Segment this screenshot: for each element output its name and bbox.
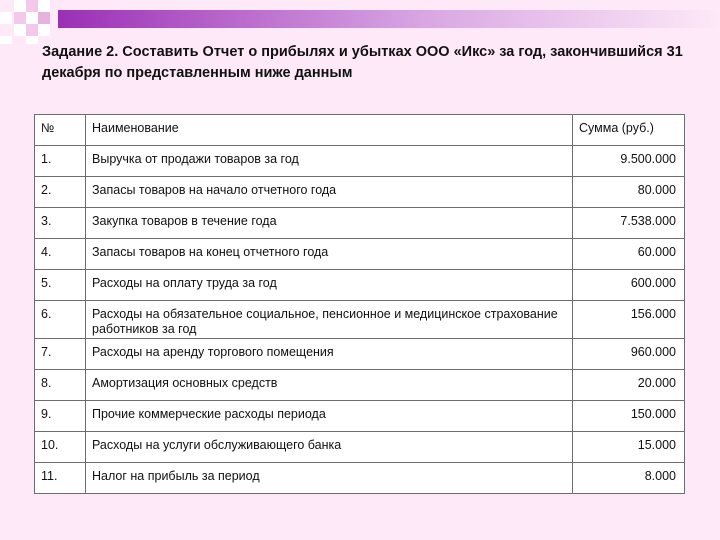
table-row bbox=[35, 208, 685, 239]
row-name: Амортизация основных средств bbox=[86, 370, 573, 401]
row-number: 6. bbox=[35, 301, 86, 339]
row-amount: 600.000 bbox=[573, 270, 685, 301]
row-name: Выручка от продажи товаров за год bbox=[86, 146, 573, 177]
row-amount: 15.000 bbox=[573, 432, 685, 463]
row-name: Расходы на услуги обслуживающего банка bbox=[86, 432, 573, 463]
row-name: Налог на прибыль за период bbox=[86, 463, 573, 494]
row-amount: 7.538.000 bbox=[573, 208, 685, 239]
table-header-row bbox=[35, 115, 685, 146]
row-amount: 156.000 bbox=[573, 301, 685, 339]
row-amount: 8.000 bbox=[573, 463, 685, 494]
data-table bbox=[34, 114, 685, 494]
row-number: 10. bbox=[35, 432, 86, 463]
table-row bbox=[35, 177, 685, 208]
row-name: Прочие коммерческие расходы периода bbox=[86, 401, 573, 432]
row-number: 5. bbox=[35, 270, 86, 301]
row-number: 4. bbox=[35, 239, 86, 270]
row-name: Закупка товаров в течение года bbox=[86, 208, 573, 239]
table-row bbox=[35, 239, 685, 270]
table-row bbox=[35, 401, 685, 432]
row-amount: 20.000 bbox=[573, 370, 685, 401]
row-number: 3. bbox=[35, 208, 86, 239]
table-row bbox=[35, 370, 685, 401]
table-row bbox=[35, 146, 685, 177]
row-amount: 9.500.000 bbox=[573, 146, 685, 177]
row-name: Расходы на обязательное социальное, пенсионное и медицинское страхование работников за год bbox=[86, 301, 573, 339]
row-number: 8. bbox=[35, 370, 86, 401]
row-amount: 150.000 bbox=[573, 401, 685, 432]
row-amount: 80.000 bbox=[573, 177, 685, 208]
row-name: Запасы товаров на конец отчетного года bbox=[86, 239, 573, 270]
header-number: № bbox=[35, 115, 86, 146]
header-amount: Сумма (руб.) bbox=[573, 115, 685, 146]
row-name: Запасы товаров на начало отчетного года bbox=[86, 177, 573, 208]
row-amount: 960.000 bbox=[573, 339, 685, 370]
row-amount: 60.000 bbox=[573, 239, 685, 270]
row-number: 1. bbox=[35, 146, 86, 177]
table-row bbox=[35, 339, 685, 370]
row-name: Расходы на оплату труда за год bbox=[86, 270, 573, 301]
table-row bbox=[35, 432, 685, 463]
row-name: Расходы на аренду торгового помещения bbox=[86, 339, 573, 370]
decorative-header-bar bbox=[0, 0, 720, 44]
row-number: 9. bbox=[35, 401, 86, 432]
table-row bbox=[35, 270, 685, 301]
table-row bbox=[35, 301, 685, 339]
row-number: 2. bbox=[35, 177, 86, 208]
row-number: 11. bbox=[35, 463, 86, 494]
task-title: Задание 2. Составить Отчет о прибылях и убытках ООО «Икс» за год, закончившийся 31 декабря по представленным ниже данным bbox=[42, 44, 683, 81]
header-name: Наименование bbox=[86, 115, 573, 146]
row-number: 7. bbox=[35, 339, 86, 370]
table-row bbox=[35, 463, 685, 494]
